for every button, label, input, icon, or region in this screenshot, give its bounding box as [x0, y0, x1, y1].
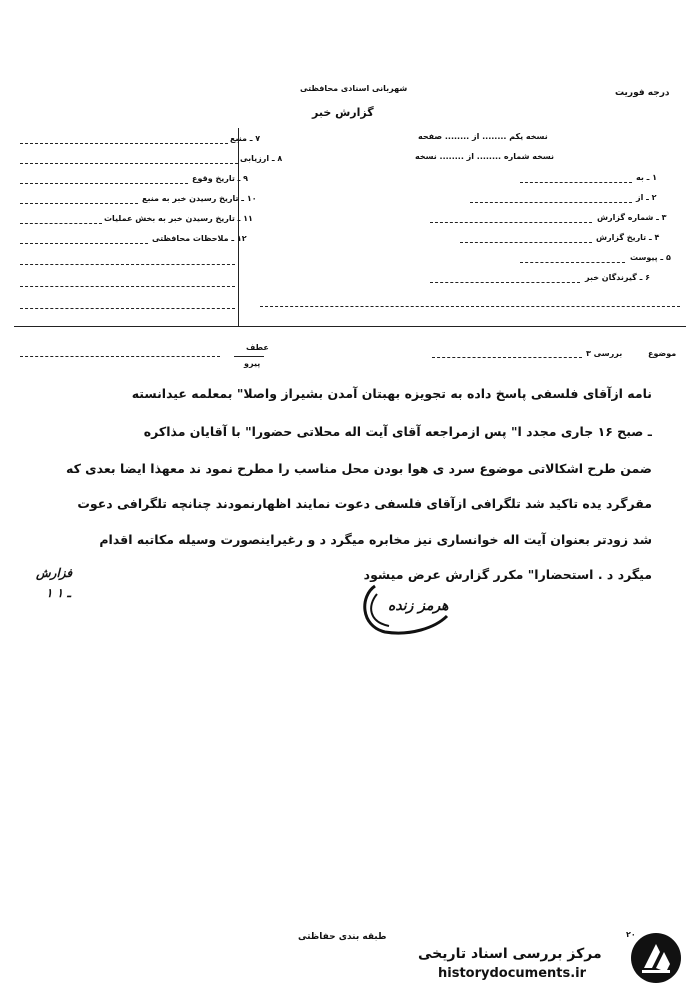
right-field-line	[430, 282, 580, 283]
subject-value: بررسی ۳	[586, 349, 623, 358]
reference-line	[20, 356, 220, 357]
body-line: ضمن طرح اشکالاتی موضوع سرد ی هوا بودن محل مناسب را مطرح نمود ند معهذا ایضا بعدی که	[65, 461, 652, 476]
margin-note-date: ۱ ـ ۱	[46, 586, 71, 600]
column-divider	[238, 128, 239, 326]
left-field-label: ۱۲ ـ ملاحظات محافظتی	[152, 234, 247, 243]
right-field-label: ۲ ـ از	[636, 193, 657, 202]
reference-divider	[234, 356, 264, 357]
office-stamp: شهربانی اسنادی محافظتی	[300, 84, 408, 93]
watermark-title: مرکز بررسی اسناد تاریخی	[418, 946, 602, 962]
section-divider	[14, 326, 686, 327]
left-field-line	[20, 308, 235, 309]
left-field-line	[20, 243, 148, 244]
right-field-label: ۴ ـ تاریخ گزارش	[596, 233, 660, 242]
signer-name: هرمز زنده	[388, 598, 449, 614]
right-field-line	[430, 222, 592, 223]
left-field-line	[20, 143, 228, 144]
body-line: شد زودتر بعنوان آیت اله خوانساری نیز مخابره میگرد د و رغیراینصورت وسیله مکاتبه اقدام	[99, 532, 652, 547]
right-field-label: ۳ ـ شماره گزارش	[597, 213, 667, 222]
right-field-line	[520, 262, 625, 263]
left-field-label: ۹ ـ تاریخ وقوع	[192, 174, 249, 183]
classification-label: طبقه بندی حفاظتی	[298, 932, 387, 942]
margin-note: فزارش	[36, 566, 73, 580]
left-field-label: ۱۰ ـ تاریخ رسیدن خبر به منبع	[142, 194, 257, 203]
body-line: نامه ازآقای فلسفی پاسخ داده به تجویزه بهبتان آمدن بشیراز واصلا" بمعلمه عیدانسته	[131, 386, 652, 401]
page-marker: ۲۰	[626, 930, 636, 939]
right-field-line	[260, 306, 680, 307]
right-field-label: نسخه یکم ........ از ........ صفحه	[418, 132, 548, 141]
subject-line	[432, 357, 582, 358]
form-title: گزارش خبر	[312, 106, 374, 119]
right-field-line	[470, 202, 632, 203]
left-field-line	[20, 203, 138, 204]
left-field-line	[20, 286, 235, 287]
left-field-label: ۸ ـ ارزیابی	[240, 154, 283, 163]
body-line: ـ صبح ۱۶ جاری مجدد ا" پس ازمراجعه آقای آیت اله محلاتی حضورا" با آقایان مذاکره	[143, 424, 652, 439]
right-field-line	[520, 182, 632, 183]
body-line: مقرگرد یده تاکید شد تلگرافی ازآقای فلسفی دعوت نمایند اظهارنمودند چنانچه تلگرافی دعوت	[77, 496, 652, 511]
left-field-line	[20, 183, 188, 184]
subject-label: موضوع	[648, 349, 677, 358]
right-field-line	[460, 242, 592, 243]
body-line: میگرد د . استحضارا" مکرر گزارش عرض میشود	[363, 567, 652, 582]
left-field-label: ۷ ـ منبع	[230, 134, 261, 143]
right-field-label: ۵ ـ پیوست	[630, 253, 671, 262]
follow-up-note: پیرو	[244, 359, 261, 368]
left-field-line	[20, 264, 235, 265]
right-field-label: ۶ ـ گیرندگان خبر	[585, 273, 650, 282]
right-field-label: ۱ ـ به	[636, 173, 658, 182]
left-field-line	[20, 223, 102, 224]
watermark-url: historydocuments.ir	[438, 966, 587, 981]
archive-logo-icon	[630, 932, 682, 984]
right-field-label: نسخه شماره ........ از ........ نسخه	[415, 152, 554, 161]
reference-note: عطف	[246, 343, 269, 352]
urgency-label: درجه فوریت	[615, 88, 670, 98]
left-field-label: ۱۱ ـ تاریخ رسیدن خبر به بخش عملیات	[104, 214, 253, 223]
left-field-line	[20, 163, 238, 164]
